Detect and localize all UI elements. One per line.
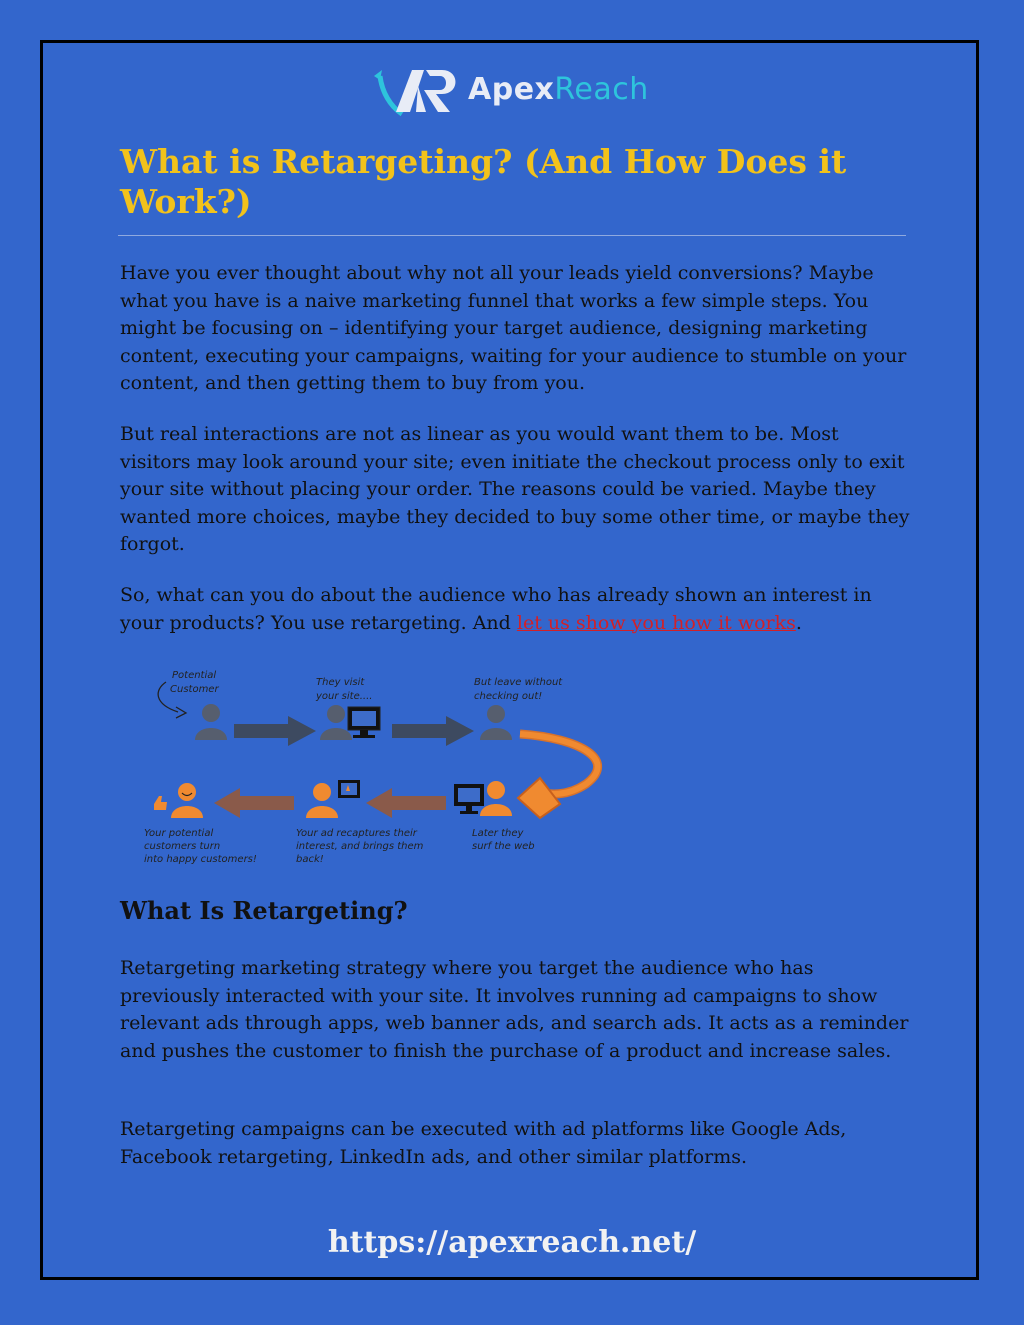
label-happy-line1: Your potential [144, 828, 214, 839]
leaving-visitor-icon [480, 705, 512, 740]
return-curve-arrow-icon [518, 734, 598, 818]
label-happy-line2: customers turn [144, 841, 221, 852]
intro-paragraph-2: But real interactions are not as linear as you would want them to be. Most visitors may look around your site; even initiate the checkout process only to exit your site without placing your order. The reasons could be varied. Maybe they wanted more choices, maybe they decided to buy some other time, or maybe they forgot. [120, 423, 910, 555]
label-leave-line2: checking out! [474, 691, 543, 702]
label-potential-line2: Customer [170, 684, 219, 695]
label-later-line2: surf the web [472, 841, 535, 852]
section-paragraph-2: Retargeting campaigns can be executed with ad platforms like Google Ads, Facebook retargeting, LinkedIn ads, and other similar platforms. [120, 1118, 847, 1168]
brand-name-apex: Apex [468, 71, 555, 107]
label-visit-line1: They visit [316, 677, 365, 688]
intro-paragraph-3 [120, 582, 910, 637]
label-ad-line2: interest, and brings them [296, 841, 424, 852]
label-ad-line3: back! [296, 854, 324, 865]
footer-url[interactable]: https://apexreach.net/ [327, 1225, 697, 1260]
section-paragraph-1: Retargeting marketing strategy where you target the audience who has previously interacted with your site. It involves running ad campaigns to show relevant ads through apps, web banner ads, and search ads. It acts as a reminder and pushes the customer to finish the purchase of a product and increase sales. [120, 957, 909, 1062]
arrow-right-icon [234, 716, 316, 746]
section-heading: What Is Retargeting? [120, 896, 408, 925]
how-it-works-link[interactable]: let us show you how it works [516, 611, 796, 634]
label-leave-line1: But leave without [474, 677, 563, 688]
potential-customer-icon [195, 704, 227, 740]
paragraph-3-end: . [795, 611, 802, 634]
paragraph-3-text: So, what can you do about the audience who has already shown an interest in your products? You use retargeting. And [120, 584, 872, 634]
label-happy-line3: into happy customers! [144, 854, 257, 865]
happy-customer-icon [154, 783, 203, 818]
label-potential-line1: Potential [172, 670, 217, 681]
label-ad-line1: Your ad recaptures their [296, 828, 417, 839]
brand-name [468, 72, 649, 107]
ad-recapture-icon [306, 780, 360, 818]
intro-paragraph-1: Have you ever thought about why not all your leads yield conversions? Maybe what you have is a naive marketing funnel that works a few simple steps. You might be focusing on – identifying your target audience, designing marketing content, executing your campaigns, waiting for your audience to stumble on your content, and then getting them to buy from you. [120, 262, 907, 394]
label-later-line1: Later they [472, 828, 524, 839]
arrow-right-icon-2 [392, 716, 474, 746]
visitor-with-monitor-icon [320, 705, 380, 740]
web-surfer-icon [454, 781, 512, 816]
page-title: What is Retargeting? (And How Does it Work?) [120, 142, 847, 221]
apexreach-logo-icon [368, 60, 464, 122]
label-visit-line2: your site.... [316, 691, 373, 702]
title-divider [118, 235, 906, 236]
retargeting-diagram [140, 660, 620, 870]
arrow-left-icon-2 [214, 788, 294, 818]
brand-logo [368, 60, 668, 122]
brand-name-reach: Reach [554, 71, 649, 107]
arrow-left-icon [366, 788, 446, 818]
